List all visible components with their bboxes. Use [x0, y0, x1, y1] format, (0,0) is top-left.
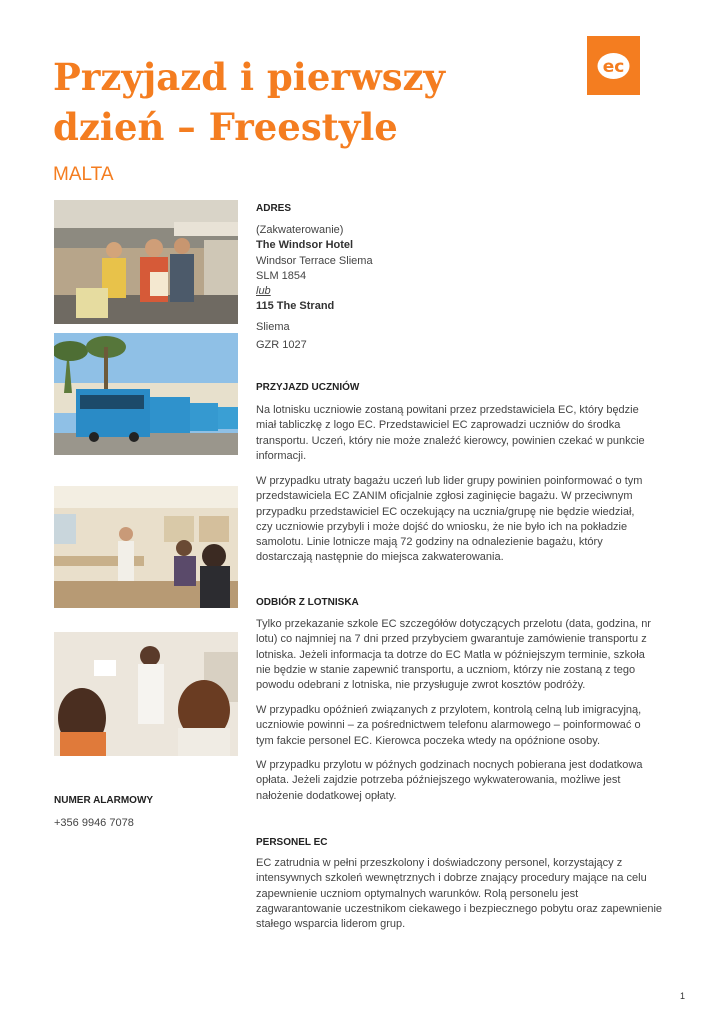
title-line-2: dzień – Freestyle [53, 105, 398, 149]
text-line: zapewnienie uczniom optymalnych warunków. Rolą personelu jest [256, 887, 579, 900]
classroom-photo [54, 486, 238, 608]
text-line: Na lotnisku uczniowie zostaną powitani przez przedstawiciela EC, który będzie [256, 404, 639, 416]
text-line: W przypadku opóźnień związanych z przylotem, kontrolą celną lub imigracyjną, [256, 704, 642, 716]
text-line: uczniowie powinni – za pośrednictwem telefonu alarmowego – poinformować o [256, 719, 641, 732]
hotel-2-name: 115 The Strand [256, 300, 335, 313]
pickup-paragraph-2 [256, 703, 646, 749]
page-number: 1 [680, 991, 686, 1001]
text-line: opłata. Jeżeli zajdzie potrzeba późniejszego wykwaterowania, możliwe jest [256, 774, 621, 787]
hotel-2-city: Sliema [256, 321, 290, 333]
students-photo [54, 632, 238, 756]
address-block-2 [256, 318, 646, 354]
country-label: MALTA [53, 164, 114, 185]
address-section [256, 201, 646, 216]
text-line: Tylko przekazanie szkole EC szczegółów dotyczących przelotu (data, godzina, nr [256, 618, 651, 630]
page-title [53, 52, 445, 152]
hotel-1-postcode: SLM 1854 [256, 269, 307, 282]
text-line: lotniska. Jeżeli informacja ta dotrze do EC Matla w późniejszym terminie, szkoła [256, 648, 645, 661]
text-line: czy uczniowie przybyli i może dojść do wniosku, że nie było ich na pokładzie [256, 520, 628, 533]
arrival-paragraph-1 [256, 403, 646, 464]
pickup-section [256, 595, 646, 610]
staff-paragraph [256, 856, 663, 932]
text-line: stałego wsparcia liderom grup. [256, 918, 406, 931]
accommodation-label: (Zakwaterowanie) [256, 224, 344, 236]
pickup-paragraph-3 [256, 758, 646, 804]
text-line: nałożenie dodatkowej opłaty. [256, 789, 397, 802]
text-line: transportu. Uczeń, który nie może znaleźć kierowcy, powinien czekać w punkcie [256, 434, 645, 447]
text-line: lotu) co najmniej na 7 dni przed przybyciem gwarantuje zamówienie transportu z [256, 633, 647, 646]
text-line: intensywnych szkoleń wewnętrznych i dobrze znający procedury mające na celu [256, 872, 647, 885]
text-line: powodu odebrani z lotniska, nie przysługuje zwrot kosztów podróży. [256, 679, 586, 692]
text-line: samolotu. Linie lotnicze mają 72 godziny na odnalezienie bagażu, który [256, 536, 603, 549]
text-line: W przypadku utraty bagażu uczeń lub lider grupy powinien poinformować o tym [256, 475, 643, 487]
pickup-heading: ODBIÓR Z LOTNISKA [256, 597, 359, 608]
ec-logo-text: ec [602, 57, 625, 77]
staff-section [256, 835, 646, 850]
text-line: miał tabliczkę z logo EC. Przedstawiciel EC zaprowadzi uczniów do środka [256, 419, 621, 432]
text-line: przypadku przedstawiciel EC oczekujący na ucznia/grupę nie będzie wiedział, [256, 505, 635, 518]
title-line-1: Przyjazd i pierwszy [53, 55, 446, 99]
hotel-1-street: Windsor Terrace Sliema [256, 254, 373, 267]
buses-photo [54, 333, 238, 455]
hotel-2-postcode: GZR 1027 [256, 339, 307, 351]
text-line: nie będzie w stanie zapewnić transportu, a uczniom, którzy nie zostaną z tego [256, 663, 636, 676]
ec-logo-mark [587, 36, 640, 95]
text-line: tym fakcie personel EC. Kierowca poczeka wtedy na opóźnione osoby. [256, 734, 601, 747]
staff-heading: PERSONEL EC [256, 837, 328, 848]
text-line: dostarczają następnie do miejsca zakwaterowania. [256, 551, 504, 564]
airport-arrivals-photo [54, 200, 238, 324]
arrival-heading: PRZYJAZD UCZNIÓW [256, 382, 360, 393]
ec-logo [587, 36, 640, 95]
text-line: informacji. [256, 449, 307, 462]
or-label: lub [256, 285, 271, 298]
address-heading: ADRES [256, 203, 292, 214]
emergency-phone: +356 9946 7078 [54, 817, 134, 829]
text-line: EC zatrudnia w pełni przeszkolony i doświadczony personel, korzystający z [256, 857, 623, 869]
text-line: przedstawiciela EC ZANIM oficjalnie zgłosi zaginięcie bagażu. W przeciwnym [256, 490, 633, 503]
address-block [256, 223, 646, 315]
text-line: zagwarantowanie uczestnikom ciekawego i bezpiecznego pobytu oraz zapewnienie [256, 902, 663, 915]
hotel-1-name: The Windsor Hotel [256, 239, 354, 252]
pickup-paragraph-1 [256, 617, 651, 693]
arrival-section [256, 380, 646, 395]
emergency-heading: NUMER ALARMOWY [54, 795, 154, 806]
text-line: W przypadku przylotu w późnych godzinach nocnych pobierana jest dodatkowa [256, 759, 643, 771]
arrival-paragraph-2 [256, 474, 646, 566]
